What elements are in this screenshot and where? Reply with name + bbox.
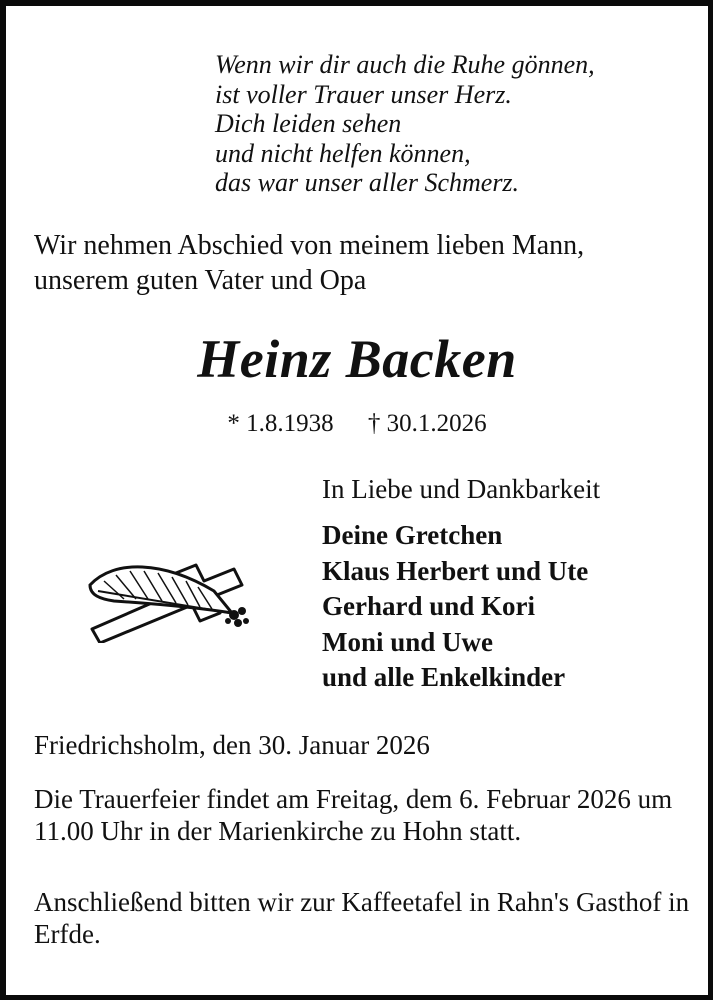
birth-date: * 1.8.1938 [227,410,334,437]
family-member: Deine Gretchen [322,520,503,550]
deceased-name: Heinz Backen [197,329,517,389]
funeral-info: Die Trauerfeier findet am Freitag, dem 6. Februar 2026 um 11.00 Uhr in der Marienkirche zu Hohn statt. [34,784,673,846]
intro-text [34,228,584,298]
family-member: und alle Enkelkinder [322,662,566,692]
poem-line: und nicht helfen können, [215,138,471,168]
family-member: Moni und Uwe [322,626,494,657]
poem-line: Wenn wir dir auch die Ruhe gönnen, [215,50,595,79]
thanks-line: In Liebe und Dankbarkeit [322,474,601,504]
death-date: † 30.1.2026 [367,410,487,437]
poem-line: das war unser aller Schmerz. [215,168,520,197]
intro-line: Wir nehmen Abschied von meinem lieben Mann, [34,230,585,261]
family-member: Gerhard und Kori [322,591,536,621]
family-list [322,518,588,696]
reception-info: Anschließend bitten wir zur Kaffeetafel in Rahn's Gasthof in Erfde. [34,887,690,949]
poem [215,50,595,198]
poem-line: Dich leiden sehen [215,109,402,138]
poem-line: ist voller Trauer unser Herz. [215,79,512,109]
intro-line: unserem guten Vater und Opa [34,265,367,296]
life-dates [6,410,708,438]
family-member: Klaus Herbert und Ute [322,555,589,586]
place-and-date: Friedrichsholm, den 30. Januar 2026 [34,730,430,760]
cross-feather-icon [84,551,256,648]
